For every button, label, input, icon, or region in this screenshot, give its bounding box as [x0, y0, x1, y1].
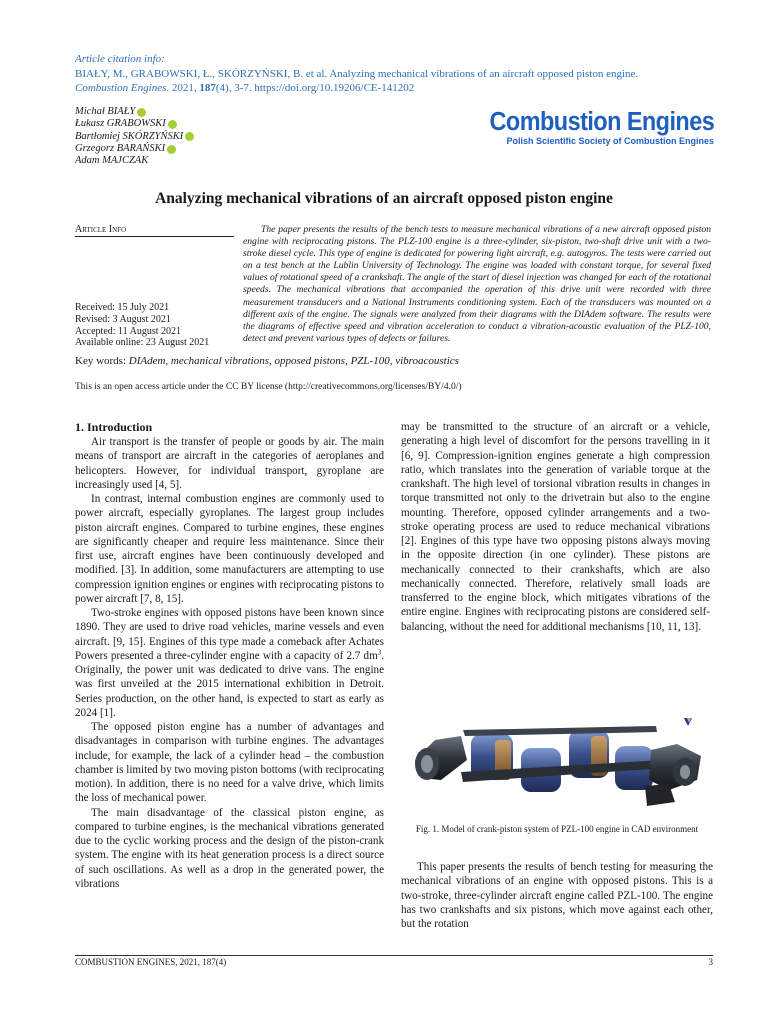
author-item — [75, 118, 194, 130]
section-heading: 1. Introduction — [75, 420, 153, 434]
engine-cad-image — [401, 690, 713, 820]
article-info-label — [75, 224, 126, 235]
author-item — [75, 155, 194, 167]
article-citation — [75, 52, 715, 96]
author-list — [75, 106, 194, 167]
journal-logo-subtitle: Polish Scientific Society of Combustion Engines — [506, 136, 714, 146]
orcid-icon[interactable] — [168, 120, 177, 129]
left-column — [75, 420, 384, 891]
author-name: Grzegorz BARAŃSKI — [75, 142, 166, 154]
citation-source — [75, 81, 715, 96]
citation-line — [75, 67, 715, 82]
keywords-label: Key words: — [75, 355, 129, 367]
citation-volume: 187 — [199, 82, 216, 94]
page-number: 3 — [708, 957, 713, 967]
author-name: Łukasz GRABOWSKI — [75, 118, 166, 130]
paragraph: In contrast, internal combustion engines are commonly used to power aircraft, especially gyroplanes. The largest group includes piston aircraft engines. Compared to turbine engines, these engines are significantly cheaper and require less maintenance. Since their first use, aircraft engines have been continuously developed and modified. [3]. In addition, some manufacturers are attempting to use compression ignition engines or engines with reciprocating pistons to power aircraft [7, 8, 15]. — [75, 493, 384, 605]
author-item — [75, 131, 194, 143]
citation-title: Analyzing mechanical vibrations of an aircraft opposed piston engine. — [329, 67, 639, 80]
footer-divider — [75, 955, 713, 956]
paragraph: The opposed piston engine has a number of advantages and disadvantages in comparison with turbine engines. The advantages include, for example, the lack of a cylinder head – the combustion chamber is limited by two moving piston bottoms (with reciprocating motion). In addition, there is no need for a valve drive, which limits the loss of mechanical power. — [75, 721, 384, 805]
citation-issue-pages: (4), 3-7. — [215, 82, 255, 94]
author-item — [75, 106, 194, 118]
author-item — [75, 143, 194, 155]
journal-brand — [470, 108, 714, 147]
superscript: 3 — [377, 648, 382, 657]
article-info-label-text: Article Info — [75, 224, 127, 235]
right-column-continued — [401, 860, 713, 931]
citation-year: . 2021, — [166, 82, 200, 94]
date-revised: Revised: 3 August 2021 — [75, 313, 171, 325]
citation-authors: BIAŁY, M., GRABOWSKI, Ł., SKÓRZYŃSKI, B. et al. — [75, 67, 328, 80]
keywords-value: DIAdem, mechanical vibrations, opposed pistons, PZL-100, vibroacoustics — [128, 355, 459, 367]
journal-logo-title: Combustion Engines — [489, 108, 714, 136]
orcid-icon[interactable] — [167, 145, 176, 154]
article-title: Analyzing mechanical vibrations of an aircraft opposed piston engine — [155, 190, 613, 207]
license-notice: This is an open access article under the CC BY license (http://creativecommons.org/licenses/BY/4.0/) — [75, 382, 462, 392]
citation-doi-link[interactable]: https://doi.org/10.19206/CE-141202 — [254, 82, 415, 94]
paragraph: The main disadvantage of the classical piston engine, as compared to turbine engines, is the mechanical vibrations generated due to the cyclic working process and the design of the piston-crank system. The engine with its heat generation process is a direct source of such oscillations. As well as a drop in the generated power, the vibrations — [75, 806, 384, 890]
article-info-divider — [75, 236, 234, 237]
orcid-icon[interactable] — [185, 132, 194, 141]
citation-journal: Combustion Engines — [75, 82, 167, 94]
paragraph-part: . Originally, the power unit was dedicated to drive vans. The engine was first unveiled at the 2015 international exhibition in Detroit. Series production, on the other hand, is expected to start as early as 2024 [1]. — [75, 649, 384, 719]
paragraph — [75, 606, 384, 720]
author-name: Bartłomiej SKÓRZYŃSKI — [75, 130, 184, 142]
author-name: Michał BIAŁY — [75, 106, 136, 117]
date-accepted: Accepted: 11 August 2021 — [75, 325, 182, 337]
date-online: Available online: 23 August 2021 — [75, 337, 210, 349]
right-column — [401, 420, 710, 634]
paragraph: may be transmitted to the structure of an aircraft or a vehicle, generating a high level of discomfort for the persons travelling in it [6, 9]. Compression-ignition engines generate a high compression ratio, which translates into the generation of variable torque at the crankshaft. The high level of torsional vibration results in changes in torque transmitted not only to the drivetrain but also to the engine mounting. Therefore, opposed cylinder arrangements and a two-stroke operating process are used to reduce mechanical vibrations [2]. Engines of this type have two opposing pistons always moving in the opposite direction (in one cylinder). These pistons are mechanically connected to their crankshafts, which are also mechanically connected. Therefore, relatively small loads are transferred to the engine block, which mitigates vibrations of the entire engine. Engines with reciprocating pistons are considered self-balancing, without the need for additional mechanisms [10, 11, 13]. — [401, 421, 710, 633]
footer-journal: COMBUSTION ENGINES, 2021, 187(4) — [75, 957, 227, 967]
author-name: Adam MAJCZAK — [75, 155, 149, 167]
citation-label: Article citation info: — [75, 53, 165, 65]
abstract-text: The paper presents the results of the bench tests to measure mechanical vibrations of a new aircraft opposed piston engine with reciprocating pistons. The PLZ-100 engine is a three-cylinder, six-piston, two-shaft drive unit with a two-stroke diesel cycle. This type of engine is dedicated for powering light aircraft, e.g. autogyros. The tests were carried out on a test bench at the Lublin University of Technology. The engine was loaded with constant torque, for several fixed values of rotational speed of a crankshaft. The angle of the start of diesel injection was changed for each of the rotational speeds. The mechanical vibrations that accompanied the operation of this drive unit were recorded with three measurement transducers and a National Instruments conditioning system. Each of the transducers was mounted on a different axis of the engine. The signals were analyzed from their diagrams with the DIAdem software. The results were the diagrams of effective speed and vibration acceleration to conduct a vibration-acoustic evaluation of the PLZ-100, detect and prevent various types of defects or failures. — [243, 224, 711, 344]
paragraph-part: Two-stroke engines with opposed pistons have been known since 1890. They are used to drive road vehicles, marine vessels and even aircraft. [9, 15]. Engines of this type made a comeback after Achates Powers presented a three-cylinder engine with a capacity of 2.7 dm — [75, 607, 384, 662]
article-dates — [75, 302, 209, 349]
date-received: Received: 15 July 2021 — [75, 302, 170, 313]
figure-engine-model — [401, 690, 713, 820]
paragraph: Air transport is the transfer of people or goods by air. The main means of transport are aircraft in the categories of aeroplanes and helicopters. However, for individual transport, gyroplane are increasingly used [4, 5]. — [75, 436, 384, 491]
figure-caption: Fig. 1. Model of crank-piston system of PZL-100 engine in CAD environment — [415, 824, 699, 834]
keywords — [75, 355, 459, 367]
paragraph: This paper presents the results of bench testing for measuring the mechanical vibrations of an engine with opposed pistons. This is a two-stroke, three-cylinder aircraft engine called PZL-100. The engine has two crankshafts and six pistons, which move against each other, but the rotation — [401, 861, 713, 930]
orcid-icon[interactable] — [137, 108, 146, 117]
